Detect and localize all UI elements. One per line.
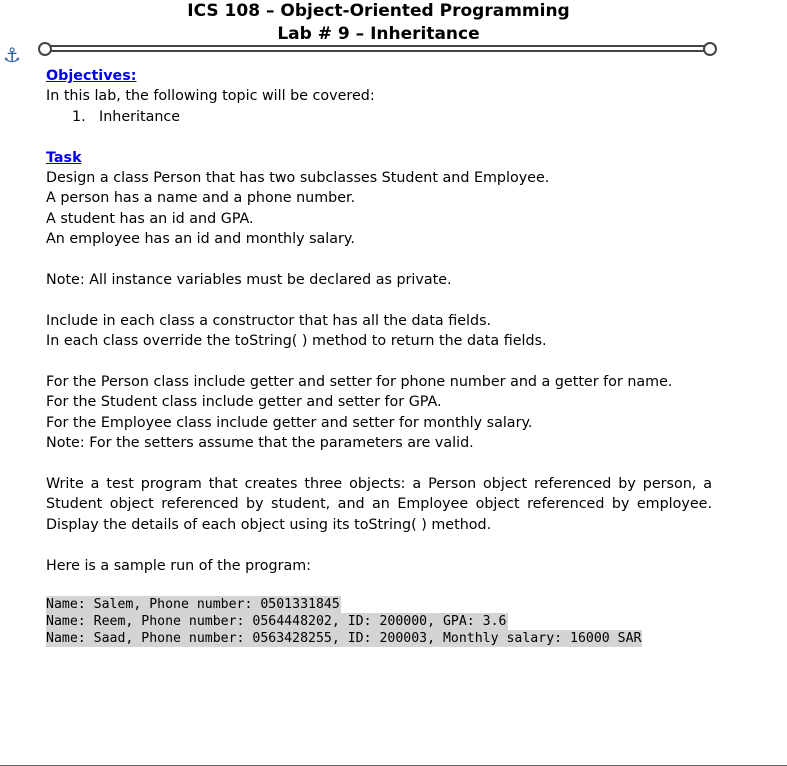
anchor-icon: ⚓ — [3, 43, 21, 67]
header-divider-lower — [44, 50, 710, 52]
task-line: For the Person class include getter and setter for phone number and a getter for name. — [46, 374, 673, 391]
task-line: In each class override the toString( ) method to return the data fields. — [46, 333, 547, 350]
objectives-heading: Objectives: — [46, 68, 137, 84]
sample-output — [46, 596, 642, 647]
output-line: Name: Salem, Phone number: 0501331845 — [46, 597, 340, 612]
task-line: For the Student class include getter and setter for GPA. — [46, 394, 442, 411]
sample-run-intro: Here is a sample run of the program: — [46, 557, 311, 574]
test-program-paragraph: Write a test program that creates three objects: a Person object referenced by person, a Student object referenced by student, and an Employee object referenced by employee. Display the details of each object using its toString( ) method. — [46, 476, 712, 533]
task-line: An employee has an id and monthly salary. — [46, 231, 355, 248]
list-item-number: 1. — [72, 108, 86, 125]
task-line: A student has an id and GPA. — [46, 210, 254, 227]
output-line: Name: Reem, Phone number: 0564448202, ID: 200000, GPA: 3.6 — [46, 614, 507, 629]
task-line: Include in each class a constructor that has all the data fields. — [46, 312, 492, 329]
header-divider — [44, 45, 710, 47]
list-item — [46, 107, 712, 127]
lab-title: Lab # 9 – Inheritance — [277, 24, 480, 44]
list-item-text: Inheritance — [99, 108, 181, 125]
task-line: A person has a name and a phone number. — [46, 190, 356, 207]
document-title: ICS 108 – Object-Oriented Programming — [187, 1, 570, 21]
lab-content — [46, 66, 712, 576]
output-line: Name: Saad, Phone number: 0563428255, ID: 200003, Monthly salary: 16000 SAR — [46, 631, 642, 646]
divider-left-knob — [38, 42, 52, 56]
private-note: Note: All instance variables must be declared as private. — [46, 272, 452, 289]
objectives-intro: In this lab, the following topic will be covered: — [46, 88, 375, 105]
setter-note: Note: For the setters assume that the parameters are valid. — [46, 435, 474, 452]
task-line: For the Employee class include getter and setter for monthly salary. — [46, 414, 533, 431]
divider-right-knob — [703, 42, 717, 56]
task-line: Design a class Person that has two subclasses Student and Employee. — [46, 170, 550, 187]
task-heading: Task — [46, 149, 82, 166]
